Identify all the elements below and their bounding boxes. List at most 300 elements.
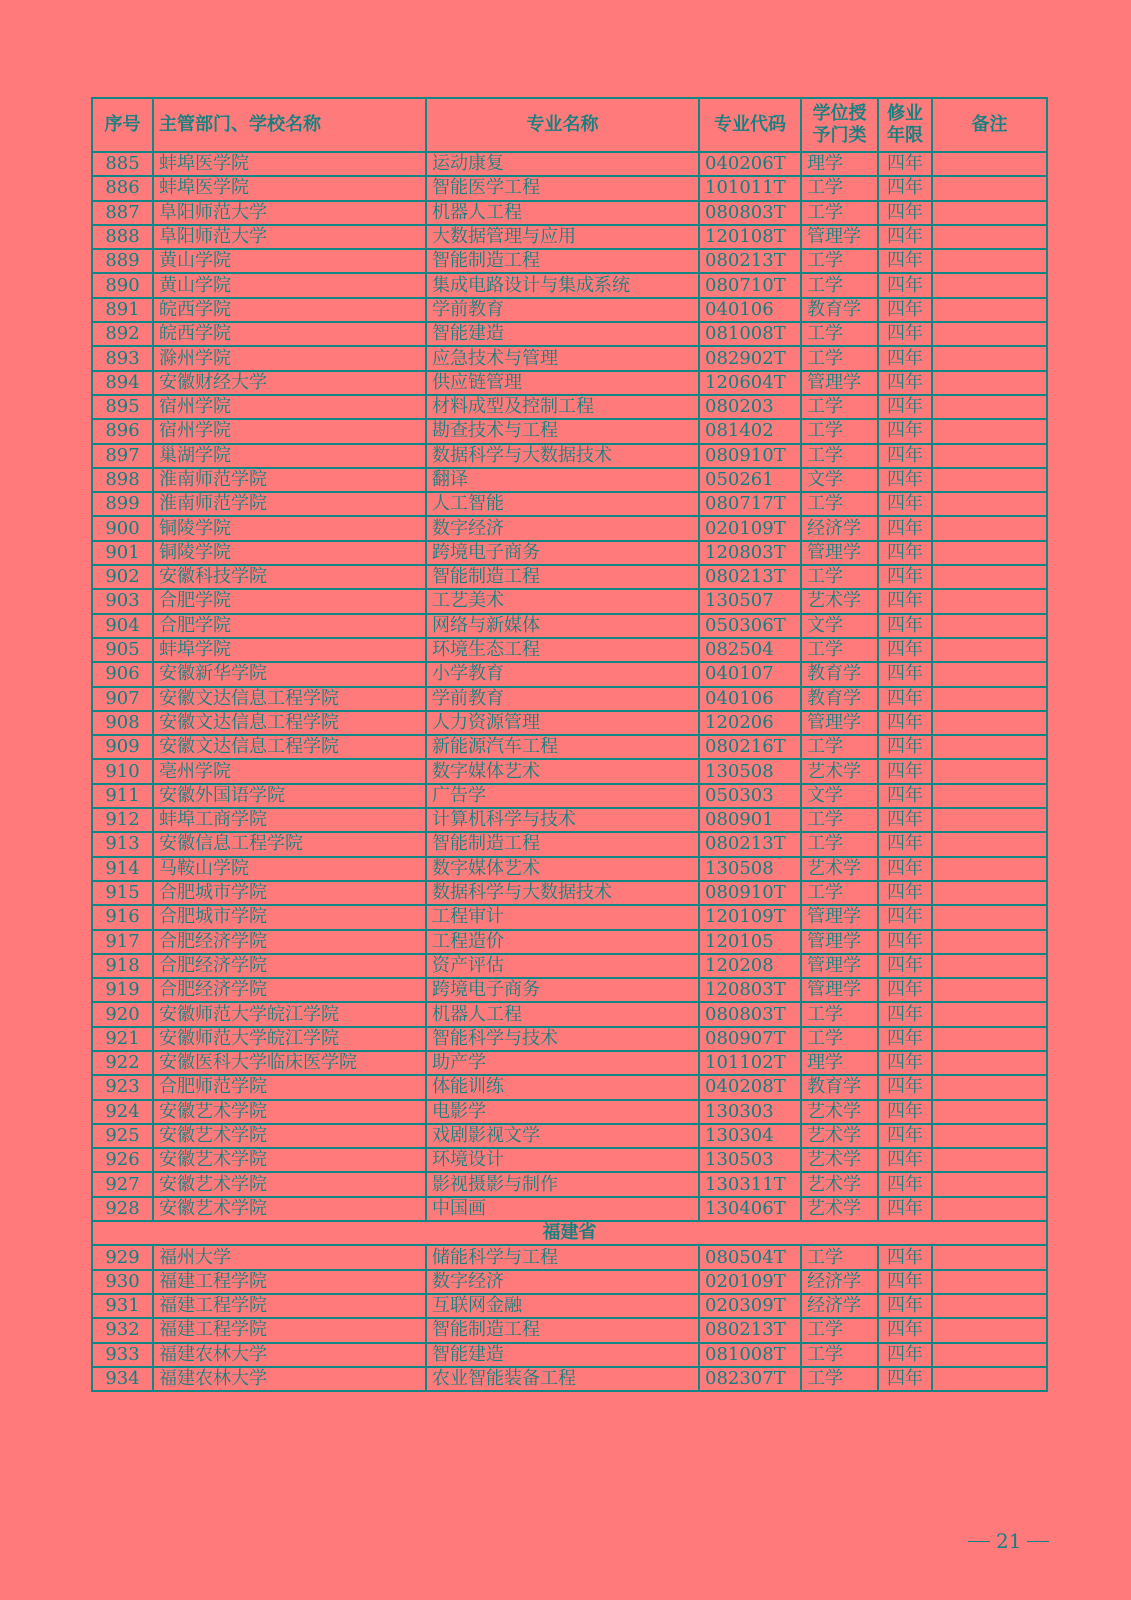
cell-years: 四年 bbox=[878, 1294, 932, 1318]
cell-school: 安徽新华学院 bbox=[153, 662, 426, 686]
cell-degree: 艺术学 bbox=[801, 1124, 878, 1148]
cell-code: 080216T bbox=[699, 735, 801, 759]
cell-major: 数字经济 bbox=[426, 1270, 699, 1294]
cell-degree: 经济学 bbox=[801, 516, 878, 540]
cell-major: 跨境电子商务 bbox=[426, 541, 699, 565]
cell-seq: 894 bbox=[92, 371, 153, 395]
cell-code: 120206 bbox=[699, 711, 801, 735]
cell-seq: 924 bbox=[92, 1100, 153, 1124]
cell-major: 工程审计 bbox=[426, 905, 699, 929]
cell-major: 机器人工程 bbox=[426, 201, 699, 225]
cell-school: 安徽科技学院 bbox=[153, 565, 426, 589]
cell-school: 蚌埠学院 bbox=[153, 638, 426, 662]
cell-years: 四年 bbox=[878, 565, 932, 589]
cell-school: 合肥师范学院 bbox=[153, 1075, 426, 1099]
cell-major: 计算机科学与技术 bbox=[426, 808, 699, 832]
cell-school: 安徽医科大学临床医学院 bbox=[153, 1051, 426, 1075]
cell-major: 智能制造工程 bbox=[426, 565, 699, 589]
cell-code: 081008T bbox=[699, 322, 801, 346]
cell-code: 082307T bbox=[699, 1367, 801, 1391]
cell-code: 080213T bbox=[699, 1318, 801, 1342]
table-row bbox=[92, 1245, 1047, 1269]
cell-major: 影视摄影与制作 bbox=[426, 1172, 699, 1196]
cell-school: 铜陵学院 bbox=[153, 541, 426, 565]
cell-seq: 933 bbox=[92, 1343, 153, 1367]
cell-degree: 工学 bbox=[801, 249, 878, 273]
cell-years: 四年 bbox=[878, 978, 932, 1002]
cell-years: 四年 bbox=[878, 1367, 932, 1391]
cell-code: 120208 bbox=[699, 954, 801, 978]
cell-major: 储能科学与工程 bbox=[426, 1245, 699, 1269]
cell-note bbox=[932, 1197, 1047, 1221]
table-row bbox=[92, 395, 1047, 419]
cell-seq: 910 bbox=[92, 759, 153, 783]
cell-seq: 913 bbox=[92, 832, 153, 856]
cell-years: 四年 bbox=[878, 832, 932, 856]
cell-years: 四年 bbox=[878, 614, 932, 638]
header-degree-line2: 予门类 bbox=[812, 125, 867, 146]
cell-school: 安徽艺术学院 bbox=[153, 1172, 426, 1196]
cell-degree: 艺术学 bbox=[801, 1172, 878, 1196]
cell-major: 数据科学与大数据技术 bbox=[426, 444, 699, 468]
cell-seq: 908 bbox=[92, 711, 153, 735]
cell-school: 福建工程学院 bbox=[153, 1270, 426, 1294]
header-note: 备注 bbox=[932, 98, 1047, 152]
cell-note bbox=[932, 1002, 1047, 1026]
cell-years: 四年 bbox=[878, 954, 932, 978]
cell-school: 合肥经济学院 bbox=[153, 954, 426, 978]
cell-note bbox=[932, 759, 1047, 783]
cell-years: 四年 bbox=[878, 1318, 932, 1342]
cell-school: 安徽艺术学院 bbox=[153, 1197, 426, 1221]
cell-degree: 工学 bbox=[801, 832, 878, 856]
province-label: 福建省 bbox=[92, 1221, 1047, 1245]
cell-school: 福建农林大学 bbox=[153, 1367, 426, 1391]
cell-degree: 工学 bbox=[801, 322, 878, 346]
cell-years: 四年 bbox=[878, 687, 932, 711]
table-row bbox=[92, 832, 1047, 856]
cell-school: 宿州学院 bbox=[153, 395, 426, 419]
cell-years: 四年 bbox=[878, 1075, 932, 1099]
cell-code: 130507 bbox=[699, 589, 801, 613]
cell-note bbox=[932, 1075, 1047, 1099]
cell-degree: 管理学 bbox=[801, 225, 878, 249]
cell-note bbox=[932, 881, 1047, 905]
cell-note bbox=[932, 225, 1047, 249]
cell-seq: 887 bbox=[92, 201, 153, 225]
table-row bbox=[92, 905, 1047, 929]
cell-seq: 911 bbox=[92, 784, 153, 808]
table-row bbox=[92, 492, 1047, 516]
cell-degree: 教育学 bbox=[801, 298, 878, 322]
cell-note bbox=[932, 1027, 1047, 1051]
cell-seq: 885 bbox=[92, 152, 153, 176]
cell-major: 机器人工程 bbox=[426, 1002, 699, 1026]
cell-note bbox=[932, 711, 1047, 735]
province-section bbox=[92, 1221, 1047, 1245]
header-code: 专业代码 bbox=[699, 98, 801, 152]
cell-seq: 919 bbox=[92, 978, 153, 1002]
cell-code: 082504 bbox=[699, 638, 801, 662]
cell-years: 四年 bbox=[878, 1148, 932, 1172]
header-degree-line1: 学位授 bbox=[812, 103, 867, 124]
cell-school: 黄山学院 bbox=[153, 273, 426, 297]
cell-seq: 890 bbox=[92, 273, 153, 297]
cell-major: 集成电路设计与集成系统 bbox=[426, 273, 699, 297]
cell-degree: 文学 bbox=[801, 614, 878, 638]
cell-degree: 工学 bbox=[801, 444, 878, 468]
cell-degree: 经济学 bbox=[801, 1294, 878, 1318]
cell-seq: 920 bbox=[92, 1002, 153, 1026]
cell-degree: 管理学 bbox=[801, 930, 878, 954]
table-row bbox=[92, 1270, 1047, 1294]
cell-degree: 工学 bbox=[801, 419, 878, 443]
cell-major: 人工智能 bbox=[426, 492, 699, 516]
cell-years: 四年 bbox=[878, 225, 932, 249]
header-years-line1: 修业 bbox=[887, 103, 923, 124]
cell-major: 戏剧影视文学 bbox=[426, 1124, 699, 1148]
cell-school: 黄山学院 bbox=[153, 249, 426, 273]
cell-years: 四年 bbox=[878, 1172, 932, 1196]
cell-school: 铜陵学院 bbox=[153, 516, 426, 540]
cell-note bbox=[932, 346, 1047, 370]
table-row bbox=[92, 978, 1047, 1002]
cell-years: 四年 bbox=[878, 1197, 932, 1221]
cell-years: 四年 bbox=[878, 905, 932, 929]
footer-dash-right bbox=[1027, 1541, 1049, 1542]
cell-years: 四年 bbox=[878, 759, 932, 783]
cell-code: 080504T bbox=[699, 1245, 801, 1269]
table-row bbox=[92, 1343, 1047, 1367]
table-row bbox=[92, 225, 1047, 249]
cell-degree: 艺术学 bbox=[801, 1148, 878, 1172]
cell-major: 农业智能装备工程 bbox=[426, 1367, 699, 1391]
page-footer bbox=[968, 1529, 1049, 1553]
cell-seq: 921 bbox=[92, 1027, 153, 1051]
cell-note bbox=[932, 298, 1047, 322]
cell-major: 大数据管理与应用 bbox=[426, 225, 699, 249]
cell-seq: 923 bbox=[92, 1075, 153, 1099]
cell-degree: 教育学 bbox=[801, 662, 878, 686]
table-row bbox=[92, 784, 1047, 808]
cell-code: 040107 bbox=[699, 662, 801, 686]
cell-code: 101102T bbox=[699, 1051, 801, 1075]
cell-note bbox=[932, 1270, 1047, 1294]
cell-seq: 916 bbox=[92, 905, 153, 929]
cell-years: 四年 bbox=[878, 711, 932, 735]
cell-years: 四年 bbox=[878, 1100, 932, 1124]
header-school: 主管部门、学校名称 bbox=[153, 98, 426, 152]
table-row bbox=[92, 930, 1047, 954]
cell-note bbox=[932, 832, 1047, 856]
cell-code: 082902T bbox=[699, 346, 801, 370]
cell-code: 101011T bbox=[699, 176, 801, 200]
cell-degree: 工学 bbox=[801, 201, 878, 225]
cell-seq: 912 bbox=[92, 808, 153, 832]
cell-note bbox=[932, 857, 1047, 881]
cell-years: 四年 bbox=[878, 857, 932, 881]
province-row bbox=[92, 1221, 1047, 1245]
cell-major: 数字媒体艺术 bbox=[426, 759, 699, 783]
cell-school: 滁州学院 bbox=[153, 346, 426, 370]
page-number: 21 bbox=[996, 1529, 1022, 1553]
cell-school: 安徽文达信息工程学院 bbox=[153, 687, 426, 711]
cell-code: 080213T bbox=[699, 565, 801, 589]
cell-school: 蚌埠工商学院 bbox=[153, 808, 426, 832]
cell-school: 合肥城市学院 bbox=[153, 905, 426, 929]
cell-school: 安徽师范大学皖江学院 bbox=[153, 1002, 426, 1026]
cell-major: 体能训练 bbox=[426, 1075, 699, 1099]
cell-seq: 899 bbox=[92, 492, 153, 516]
cell-school: 合肥学院 bbox=[153, 614, 426, 638]
cell-school: 淮南师范学院 bbox=[153, 492, 426, 516]
cell-code: 080910T bbox=[699, 881, 801, 905]
cell-school: 安徽艺术学院 bbox=[153, 1148, 426, 1172]
cell-code: 120105 bbox=[699, 930, 801, 954]
cell-major: 跨境电子商务 bbox=[426, 978, 699, 1002]
cell-note bbox=[932, 1318, 1047, 1342]
cell-seq: 914 bbox=[92, 857, 153, 881]
cell-degree: 艺术学 bbox=[801, 759, 878, 783]
cell-degree: 工学 bbox=[801, 176, 878, 200]
cell-code: 080717T bbox=[699, 492, 801, 516]
cell-code: 050306T bbox=[699, 614, 801, 638]
cell-note bbox=[932, 687, 1047, 711]
cell-major: 材料成型及控制工程 bbox=[426, 395, 699, 419]
cell-major: 数据科学与大数据技术 bbox=[426, 881, 699, 905]
table-row bbox=[92, 1148, 1047, 1172]
cell-seq: 934 bbox=[92, 1367, 153, 1391]
cell-degree: 工学 bbox=[801, 346, 878, 370]
cell-note bbox=[932, 419, 1047, 443]
cell-degree: 工学 bbox=[801, 492, 878, 516]
cell-degree: 工学 bbox=[801, 273, 878, 297]
cell-years: 四年 bbox=[878, 638, 932, 662]
cell-school: 安徽文达信息工程学院 bbox=[153, 735, 426, 759]
cell-code: 130304 bbox=[699, 1124, 801, 1148]
cell-note bbox=[932, 565, 1047, 589]
cell-major: 应急技术与管理 bbox=[426, 346, 699, 370]
cell-code: 080910T bbox=[699, 444, 801, 468]
table-row bbox=[92, 1075, 1047, 1099]
cell-seq: 905 bbox=[92, 638, 153, 662]
table-row bbox=[92, 468, 1047, 492]
cell-degree: 工学 bbox=[801, 565, 878, 589]
cell-note bbox=[932, 371, 1047, 395]
cell-note bbox=[932, 662, 1047, 686]
cell-major: 工艺美术 bbox=[426, 589, 699, 613]
cell-seq: 915 bbox=[92, 881, 153, 905]
cell-major: 新能源汽车工程 bbox=[426, 735, 699, 759]
cell-degree: 工学 bbox=[801, 1367, 878, 1391]
cell-seq: 918 bbox=[92, 954, 153, 978]
cell-major: 数字媒体艺术 bbox=[426, 857, 699, 881]
cell-degree: 工学 bbox=[801, 1002, 878, 1026]
cell-school: 安徽文达信息工程学院 bbox=[153, 711, 426, 735]
table-row bbox=[92, 565, 1047, 589]
cell-code: 120108T bbox=[699, 225, 801, 249]
cell-note bbox=[932, 176, 1047, 200]
cell-major: 广告学 bbox=[426, 784, 699, 808]
table-row bbox=[92, 857, 1047, 881]
cell-major: 勘查技术与工程 bbox=[426, 419, 699, 443]
cell-school: 蚌埠医学院 bbox=[153, 176, 426, 200]
cell-degree: 工学 bbox=[801, 1318, 878, 1342]
cell-seq: 900 bbox=[92, 516, 153, 540]
cell-school: 安徽外国语学院 bbox=[153, 784, 426, 808]
cell-school: 巢湖学院 bbox=[153, 444, 426, 468]
cell-code: 080710T bbox=[699, 273, 801, 297]
table-row bbox=[92, 1197, 1047, 1221]
table-row bbox=[92, 1124, 1047, 1148]
cell-major: 学前教育 bbox=[426, 298, 699, 322]
cell-school: 亳州学院 bbox=[153, 759, 426, 783]
cell-degree: 艺术学 bbox=[801, 857, 878, 881]
cell-years: 四年 bbox=[878, 492, 932, 516]
cell-years: 四年 bbox=[878, 808, 932, 832]
cell-years: 四年 bbox=[878, 930, 932, 954]
cell-seq: 898 bbox=[92, 468, 153, 492]
cell-note bbox=[932, 1245, 1047, 1269]
cell-years: 四年 bbox=[878, 1245, 932, 1269]
table-row bbox=[92, 419, 1047, 443]
table-row bbox=[92, 516, 1047, 540]
table-row bbox=[92, 371, 1047, 395]
cell-seq: 927 bbox=[92, 1172, 153, 1196]
table-row bbox=[92, 1318, 1047, 1342]
cell-major: 运动康复 bbox=[426, 152, 699, 176]
cell-degree: 理学 bbox=[801, 152, 878, 176]
table-row bbox=[92, 662, 1047, 686]
cell-seq: 886 bbox=[92, 176, 153, 200]
cell-school: 合肥学院 bbox=[153, 589, 426, 613]
table-row bbox=[92, 1294, 1047, 1318]
cell-seq: 891 bbox=[92, 298, 153, 322]
cell-school: 宿州学院 bbox=[153, 419, 426, 443]
cell-seq: 928 bbox=[92, 1197, 153, 1221]
cell-major: 人力资源管理 bbox=[426, 711, 699, 735]
cell-major: 智能医学工程 bbox=[426, 176, 699, 200]
cell-degree: 艺术学 bbox=[801, 1197, 878, 1221]
cell-major: 供应链管理 bbox=[426, 371, 699, 395]
cell-major: 智能制造工程 bbox=[426, 249, 699, 273]
cell-degree: 经济学 bbox=[801, 1270, 878, 1294]
cell-seq: 902 bbox=[92, 565, 153, 589]
cell-major: 数字经济 bbox=[426, 516, 699, 540]
cell-code: 080203 bbox=[699, 395, 801, 419]
table-row bbox=[92, 614, 1047, 638]
cell-note bbox=[932, 516, 1047, 540]
header-years bbox=[878, 98, 932, 152]
cell-seq: 907 bbox=[92, 687, 153, 711]
cell-major: 智能制造工程 bbox=[426, 832, 699, 856]
cell-code: 130311T bbox=[699, 1172, 801, 1196]
anhui-rows bbox=[92, 152, 1047, 1221]
table-row bbox=[92, 687, 1047, 711]
cell-years: 四年 bbox=[878, 419, 932, 443]
cell-note bbox=[932, 249, 1047, 273]
cell-major: 智能建造 bbox=[426, 1343, 699, 1367]
cell-degree: 管理学 bbox=[801, 371, 878, 395]
cell-note bbox=[932, 589, 1047, 613]
cell-seq: 917 bbox=[92, 930, 153, 954]
cell-note bbox=[932, 541, 1047, 565]
cell-years: 四年 bbox=[878, 152, 932, 176]
cell-school: 安徽财经大学 bbox=[153, 371, 426, 395]
cell-code: 050261 bbox=[699, 468, 801, 492]
cell-code: 130508 bbox=[699, 857, 801, 881]
cell-major: 网络与新媒体 bbox=[426, 614, 699, 638]
cell-degree: 工学 bbox=[801, 881, 878, 905]
header-major: 专业名称 bbox=[426, 98, 699, 152]
table-row bbox=[92, 954, 1047, 978]
cell-school: 安徽师范大学皖江学院 bbox=[153, 1027, 426, 1051]
footer-dash-left bbox=[968, 1541, 990, 1542]
table-row bbox=[92, 298, 1047, 322]
fujian-rows bbox=[92, 1245, 1047, 1391]
table-row bbox=[92, 735, 1047, 759]
cell-seq: 892 bbox=[92, 322, 153, 346]
cell-code: 080803T bbox=[699, 1002, 801, 1026]
cell-major: 工程造价 bbox=[426, 930, 699, 954]
cell-code: 130508 bbox=[699, 759, 801, 783]
cell-degree: 艺术学 bbox=[801, 1100, 878, 1124]
cell-years: 四年 bbox=[878, 346, 932, 370]
table-row bbox=[92, 1051, 1047, 1075]
cell-years: 四年 bbox=[878, 176, 932, 200]
cell-note bbox=[932, 808, 1047, 832]
cell-seq: 897 bbox=[92, 444, 153, 468]
cell-major: 环境设计 bbox=[426, 1148, 699, 1172]
table-row bbox=[92, 176, 1047, 200]
cell-code: 081402 bbox=[699, 419, 801, 443]
cell-major: 中国画 bbox=[426, 1197, 699, 1221]
cell-years: 四年 bbox=[878, 784, 932, 808]
cell-note bbox=[932, 1100, 1047, 1124]
cell-code: 040106 bbox=[699, 298, 801, 322]
cell-years: 四年 bbox=[878, 371, 932, 395]
table-row bbox=[92, 249, 1047, 273]
cell-degree: 工学 bbox=[801, 638, 878, 662]
cell-note bbox=[932, 1051, 1047, 1075]
cell-note bbox=[932, 395, 1047, 419]
cell-seq: 906 bbox=[92, 662, 153, 686]
table-row bbox=[92, 1172, 1047, 1196]
cell-degree: 工学 bbox=[801, 1027, 878, 1051]
cell-school: 淮南师范学院 bbox=[153, 468, 426, 492]
cell-seq: 889 bbox=[92, 249, 153, 273]
cell-major: 电影学 bbox=[426, 1100, 699, 1124]
cell-note bbox=[932, 930, 1047, 954]
cell-years: 四年 bbox=[878, 468, 932, 492]
cell-note bbox=[932, 1172, 1047, 1196]
cell-code: 081008T bbox=[699, 1343, 801, 1367]
table-row bbox=[92, 1027, 1047, 1051]
table-row bbox=[92, 541, 1047, 565]
cell-years: 四年 bbox=[878, 1270, 932, 1294]
cell-seq: 909 bbox=[92, 735, 153, 759]
cell-degree: 工学 bbox=[801, 808, 878, 832]
table-row bbox=[92, 808, 1047, 832]
cell-school: 安徽信息工程学院 bbox=[153, 832, 426, 856]
cell-seq: 903 bbox=[92, 589, 153, 613]
table-row bbox=[92, 1100, 1047, 1124]
cell-major: 环境生态工程 bbox=[426, 638, 699, 662]
cell-school: 皖西学院 bbox=[153, 298, 426, 322]
cell-years: 四年 bbox=[878, 1002, 932, 1026]
cell-years: 四年 bbox=[878, 298, 932, 322]
cell-seq: 901 bbox=[92, 541, 153, 565]
